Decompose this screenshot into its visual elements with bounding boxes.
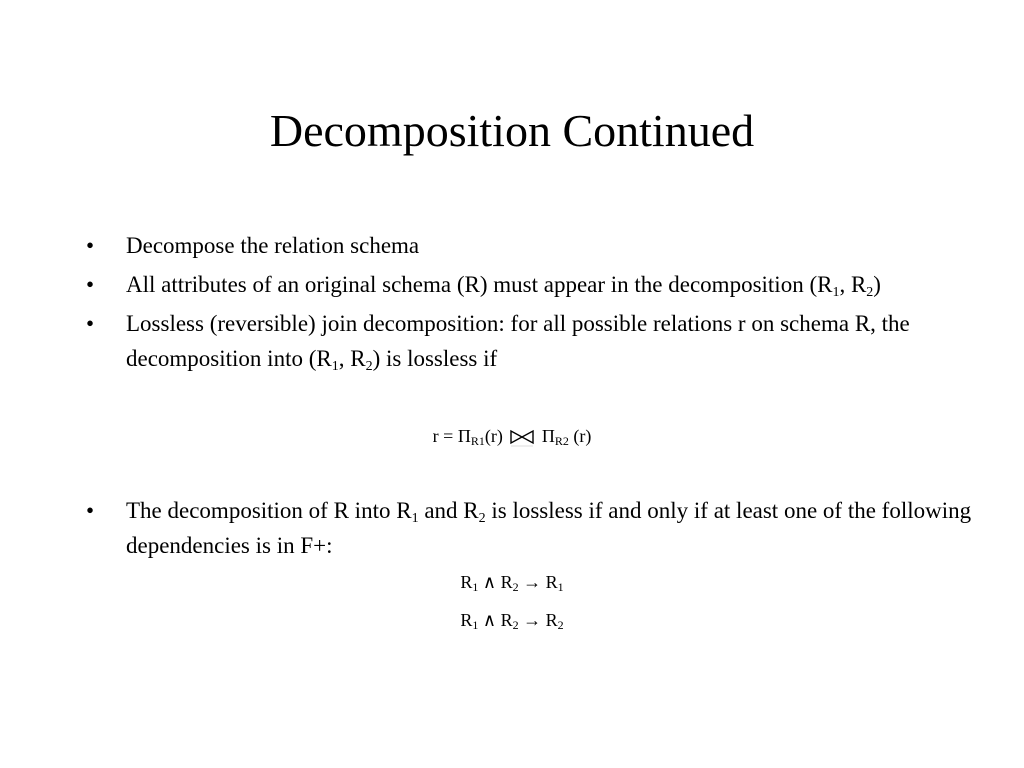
bullet-marker: •: [86, 311, 95, 336]
bullet-item: [86, 228, 946, 263]
bullet-item: [86, 306, 946, 376]
bullet-list: [86, 228, 946, 376]
bullet-text: All attributes of an original schema (R) must appear in the decomposition ($R_1$, $R_2$): [126, 272, 881, 300]
dependency-formula-2: $R_1$ ∧ $R_2 \to R_2$: [460, 610, 564, 632]
bullet-text: Lossless (reversible) join decomposition: for all possible relations r on schema R, the decomposition into ($R_1$, $R_2$) is lossless if: [126, 311, 910, 374]
bullet-item: [86, 493, 986, 563]
bullet-text: The decomposition of R into $R_1$ and $R_2$ is lossless if and only if at least one of the following dependencies is in F+:: [126, 498, 972, 558]
bullet-text: Decompose the relation schema: [126, 233, 420, 258]
natural-join-icon: [509, 427, 535, 453]
bullet-marker: •: [86, 233, 95, 258]
join-formula: $r = \Pi_{R1}(r)$ $\Pi_{R2}$ (r): [0, 424, 1024, 453]
bullet-marker: •: [86, 272, 95, 297]
slide-title: Decomposition Continued: [269, 105, 755, 156]
bullet-marker: •: [86, 498, 95, 523]
bullet-item: [86, 267, 946, 302]
dependency-formula-1: $R_1$ ∧ $R_2 \to R_1$: [460, 572, 564, 594]
